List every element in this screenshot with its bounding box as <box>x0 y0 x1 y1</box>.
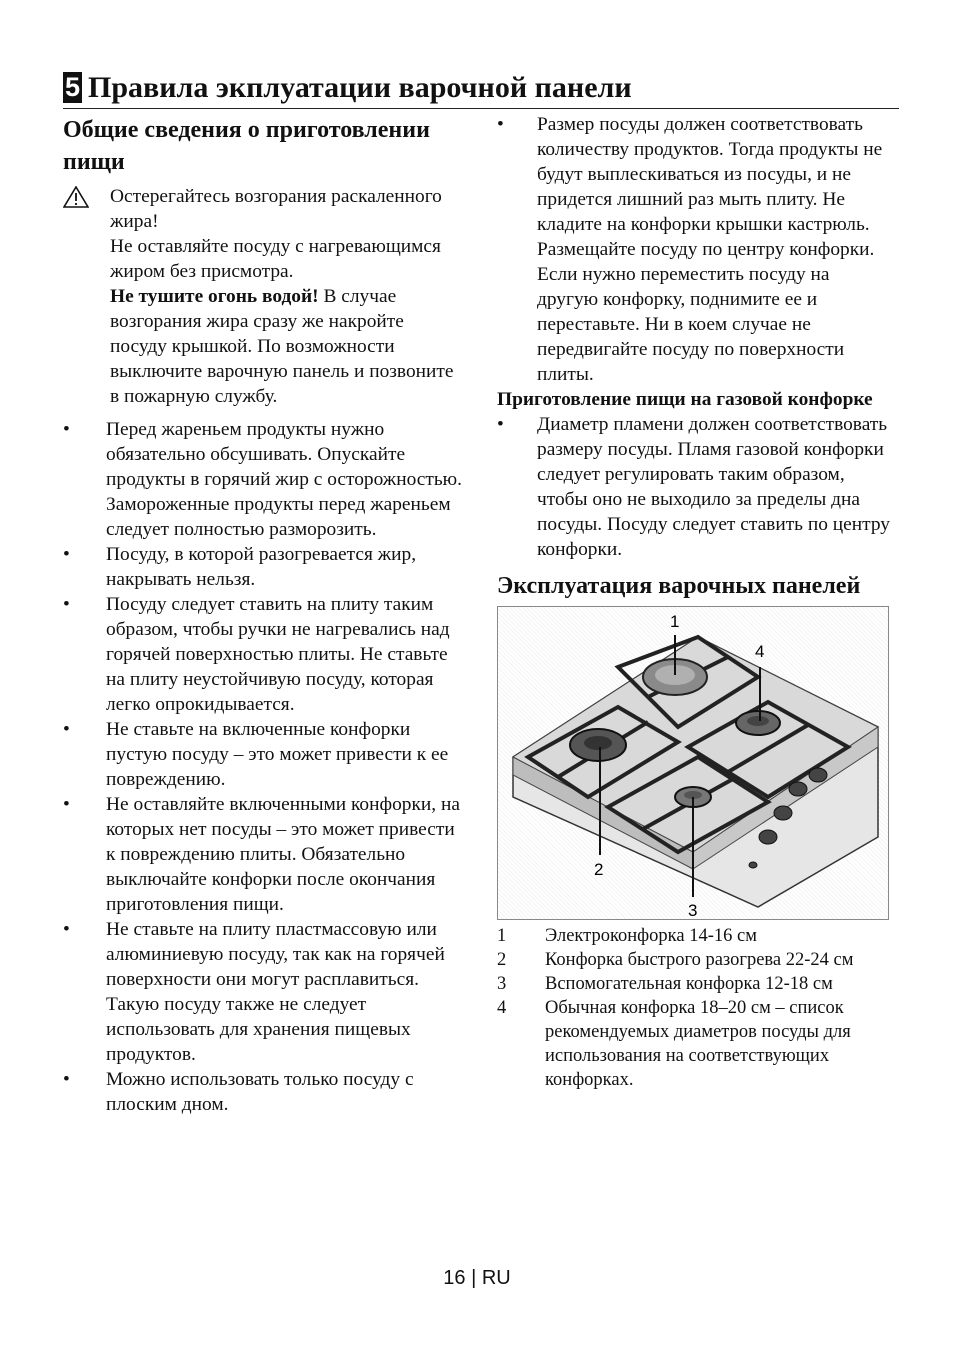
warning-p2: Не оставляйте посуду с нагревающимся жиром без присмотра. <box>110 236 441 282</box>
legend-text: Обычная конфорка 18–20 см – список рекомендуемых диаметров посуды для использования на соответствующих конфорках. <box>545 998 851 1090</box>
warning-icon <box>63 186 89 208</box>
figure-label-3: 3 <box>688 901 698 919</box>
figure-label-1: 1 <box>670 612 680 631</box>
list-item: • Посуду следует ставить на плиту таким образом, чтобы ручки не нагревались над горячей поверхностью плиты. Не ставьте на плиту неустойчивую посуду, которая легко опрокидывается. <box>63 592 463 717</box>
list-item: • Диаметр пламени должен соответствовать размеру посуды. Пламя газовой конфорки следует регулировать таким образом, чтобы оно не выходило за пределы дна посуды. Посуду следует ставить по центру конфорки. <box>497 412 892 562</box>
legend-row <box>497 996 892 1092</box>
list-item: • Не ставьте на включенные конфорки пустую посуду – это может привести к ее повреждению. <box>63 717 463 792</box>
page-title <box>63 66 899 109</box>
section-title: Правила экплуатации варочной панели <box>88 71 632 104</box>
fire-warning <box>63 184 463 409</box>
right-column <box>497 112 892 1092</box>
legend-row <box>497 948 892 972</box>
figure-label-2: 2 <box>594 860 604 879</box>
legend-number: 1 <box>497 926 507 946</box>
warning-p3-bold: Не тушите огонь водой! <box>110 286 319 307</box>
list-item <box>63 917 463 1067</box>
section-number: 5 <box>65 72 81 102</box>
legend-text: Электроконфорка 14-16 см <box>545 926 757 946</box>
list-item-extra: Размещайте посуду по центру конфорки. Если нужно переместить посуду на другую конфорку, поднимите ее и переставьте. Ни в коем случае не передвигайте посуду по поверхности плиты. <box>537 239 875 385</box>
legend-number: 3 <box>497 974 507 994</box>
warning-p3 <box>110 284 463 409</box>
legend-number: 2 <box>497 950 507 970</box>
hob-figure <box>497 606 889 920</box>
list-item: • Перед жареньем продукты нужно обязательно обсушивать. Опускайте продукты в горячий жир с осторожностью. Замороженные продукты перед жареньем следует полностью разморозить. <box>63 417 463 542</box>
gas-heading: Приготовление пищи на газовой конфорке <box>497 389 873 410</box>
warning-p1: Остерегайтесь возгорания раскаленного жира! <box>110 186 442 232</box>
general-bullet-list <box>63 417 463 1117</box>
hob-illustration <box>498 607 888 919</box>
list-item <box>497 112 892 387</box>
legend-number: 4 <box>497 998 507 1018</box>
list-item: • Не оставляйте включенными конфорки, на которых нет посуды – это может привести к повреждению плиты. Обязательно выключайте конфорки после окончания приготовления пищи. <box>63 792 463 917</box>
legend-row <box>497 972 892 996</box>
legend-text: Вспомогательная конфорка 12-18 см <box>545 974 833 994</box>
operation-heading: Эксплуатация варочных панелей <box>497 573 861 599</box>
figure-legend <box>497 924 892 1092</box>
general-heading: Общие сведения о приготовлении пищи <box>63 117 430 175</box>
left-column <box>63 112 463 1117</box>
list-item: • Посуду, в которой разогревается жир, накрывать нельзя. <box>63 542 463 592</box>
legend-row <box>497 924 892 948</box>
size-bullet-list <box>497 112 892 387</box>
warning-p3-rest: В случае возгорания жира сразу же накройте посуду крышкой. По возможности выключите варочную панель и позвоните в пожарную службу. <box>110 286 454 407</box>
figure-label-4: 4 <box>755 642 765 661</box>
legend-text: Конфорка быстрого разогрева 22-24 см <box>545 950 854 970</box>
page-footer: 16 | RU <box>443 1267 511 1289</box>
list-item-extra: Такую посуду также не следует использовать для хранения пищевых продуктов. <box>106 994 411 1065</box>
list-item-text: • Размер посуды должен соответствовать количеству продуктов. Тогда продукты не будут выплескиваться из посуды, и не придется лишний раз мыть плиту. Не кладите на конфорки крышки кастрюль. <box>537 114 883 235</box>
list-item: • Можно использовать только посуду с плоским дном. <box>63 1067 463 1117</box>
list-item-text: • Не ставьте на плиту пластмассовую или алюминиевую посуду, так как на горячей поверхности они могут расплавиться. <box>106 919 445 990</box>
gas-bullet-list <box>497 412 892 562</box>
